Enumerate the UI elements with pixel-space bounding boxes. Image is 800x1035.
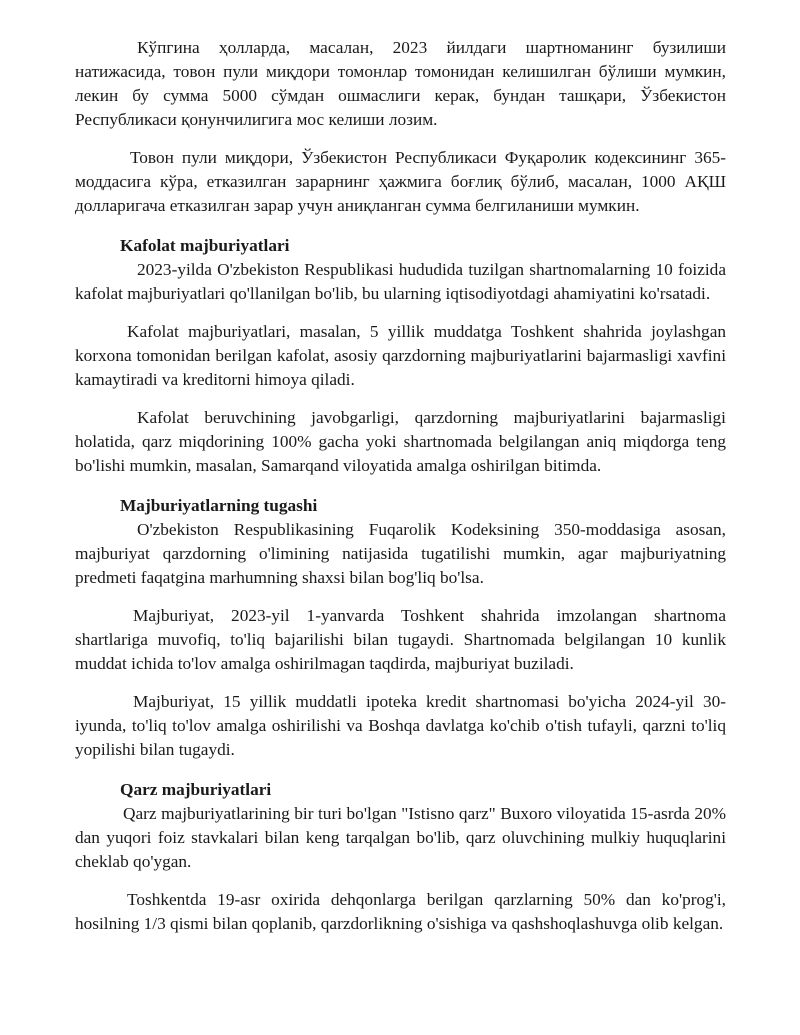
paragraph-compensation-agreement: Кўпгина ҳолларда, масалан, 2023 йилдаги шартноманинг бузилиши натижасида, товон пули миқдори томонлар томонидан келишилган бўлиши мумкин, лекин бу сумма 5000 сўмдан ошмаслиги керак, бундан ташқари, Ўзбекистон Республикаси қонунчилигига мос келиши лозим. <box>75 38 726 129</box>
heading-majburiyatlarning-tugashi: Majburiyatlarning tugashi <box>120 496 318 515</box>
paragraph-istisno-qarz: Qarz majburiyatlarining bir turi bo'lgan "Istisno qarz" Buxoro viloyatida 15-asrda 20% dan yuqori foiz stavkalari bilan keng tarqalgan bo'lib, qarz oluvchining mulkiy huquqlarini cheklab qo'ygan. <box>75 804 726 871</box>
heading-kafolat-majburiyatlari: Kafolat majburiyatlari <box>120 236 290 255</box>
paragraph-kafolat-statistics: 2023-yilda O'zbekiston Respublikasi hududida tuzilgan shartnomalarning 10 foizida kafolat majburiyatlari qo'llanilgan bo'lib, bu ularning iqtisodiyotdagi ahamiyatini ko'rsatadi. <box>75 260 726 303</box>
paragraph-kafolat-liability: Kafolat beruvchining javobgarligi, qarzdorning majburiyatlarini bajarmasligi holatida, qarz miqdorining 100% gacha yoki shartnomada belgilangan aniq miqdorga teng bo'lishi mumkin, masalan, Samarqand viloyatida amalga oshirilgan bitimda. <box>75 408 726 475</box>
paragraph-kafolat-example: Kafolat majburiyatlari, masalan, 5 yillik muddatga Toshkent shahrida joylashgan korxona tomonidan berilgan kafolat, asosiy qarzdorning majburiyatlarini bajarmasligi xavfini kamaytiradi va kreditorni himoya qiladi. <box>75 322 726 389</box>
heading-qarz-majburiyatlari: Qarz majburiyatlari <box>120 780 272 799</box>
paragraph-tashkent-loans: Toshkentda 19-asr oxirida dehqonlarga berilgan qarzlarning 50% dan ko'prog'i, hosilning 1/3 qismi bilan qoplanib, qarzdorlikning o'sishiga va qashshoqlashuvga olib kelgan. <box>75 890 726 933</box>
paragraph-termination-fulfillment: Majburiyat, 2023-yil 1-yanvarda Toshkent shahrida imzolangan shartnoma shartlariga muvofiq, to'liq bajarilishi bilan tugaydi. Shartnomada belgilangan 10 kunlik muddat ichida to'lov amalga oshirilmagan taqdirda, majburiyat buziladi. <box>75 606 726 673</box>
paragraph-termination-death: O'zbekiston Respublikasining Fuqarolik Kodeksining 350-moddasiga asosan, majburiyat qarzdorning o'limining natijasida tugatilishi mumkin, agar majburiyatning predmeti faqatgina marhumning shaxsi bilan bog'liq bo'lsa. <box>75 520 726 587</box>
paragraph-termination-mortgage: Majburiyat, 15 yillik muddatli ipoteka kredit shartnomasi bo'yicha 2024-yil 30-iyunda, to'liq to'lov amalga oshirilishi va Boshqa davlatga ko'chib o'tish tufayli, qarzni to'liq yopilishi bilan tugaydi. <box>75 692 726 759</box>
paragraph-compensation-amount: Товон пули миқдори, Ўзбекистон Республикаси Фуқаролик кодексининг 365-моддасига кўра, етказилган зарарнинг ҳажмига боғлиқ бўлиб, масалан, 1000 АҚШ долларигача етказилган зарар учун аниқланган сумма белгиланиши мумкин. <box>75 148 726 215</box>
document-page <box>75 36 726 936</box>
